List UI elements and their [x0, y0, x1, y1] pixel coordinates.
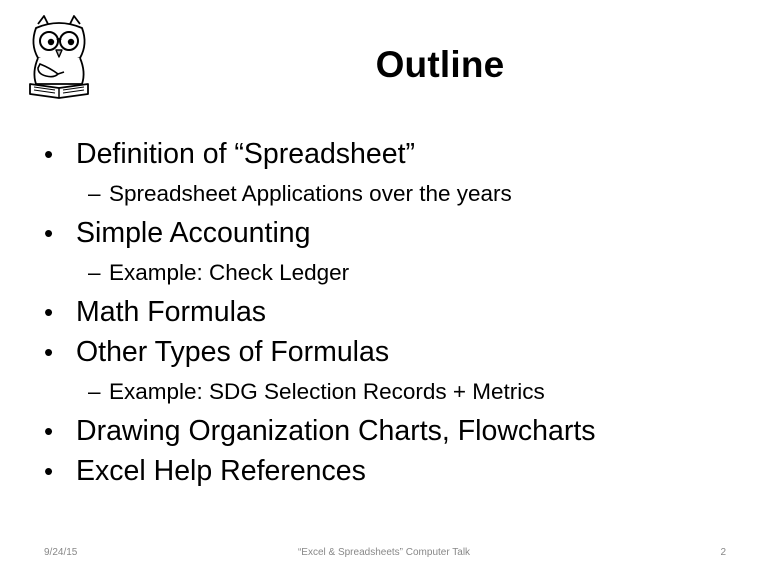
bullet-item — [44, 332, 744, 372]
bullet-text: Excel Help References — [76, 455, 366, 487]
bullet-marker: • — [44, 416, 54, 446]
sub-item — [44, 174, 744, 213]
bullet-text: Drawing Organization Charts, Flowcharts — [76, 415, 596, 447]
bullet-text: Math Formulas — [76, 296, 267, 328]
footer-title: “Excel & Spreadsheets” Computer Talk — [297, 547, 471, 558]
dash-marker: – — [88, 260, 101, 285]
bullet-text: Definition of “Spreadsheet” — [76, 138, 416, 170]
footer-page-number: 2 — [720, 547, 726, 558]
bullet-text: Simple Accounting — [76, 217, 311, 249]
sub-text: Spreadsheet Applications over the years — [109, 181, 512, 206]
bullet-item — [44, 411, 744, 451]
dash-marker: – — [88, 181, 101, 206]
bullet-text: Other Types of Formulas — [76, 336, 390, 368]
bullet-marker: • — [44, 139, 54, 169]
slide-title: Outline — [375, 44, 505, 85]
footer-date: 9/24/15 — [44, 547, 78, 558]
sub-text: Example: SDG Selection Records + Metrics — [109, 379, 545, 404]
bullet-marker: • — [44, 297, 54, 327]
bullet-item — [44, 451, 744, 491]
sub-text: Example: Check Ledger — [109, 260, 350, 285]
owl-reading-book-icon — [24, 14, 94, 100]
sub-item — [44, 372, 744, 411]
bullet-marker: • — [44, 456, 54, 486]
bullet-item — [44, 134, 744, 174]
dash-marker: – — [88, 379, 101, 404]
bullet-item — [44, 213, 744, 253]
sub-item — [44, 253, 744, 292]
bullet-marker: • — [44, 218, 54, 248]
bullet-marker: • — [44, 337, 54, 367]
outline-list — [44, 134, 744, 491]
bullet-item — [44, 292, 744, 332]
